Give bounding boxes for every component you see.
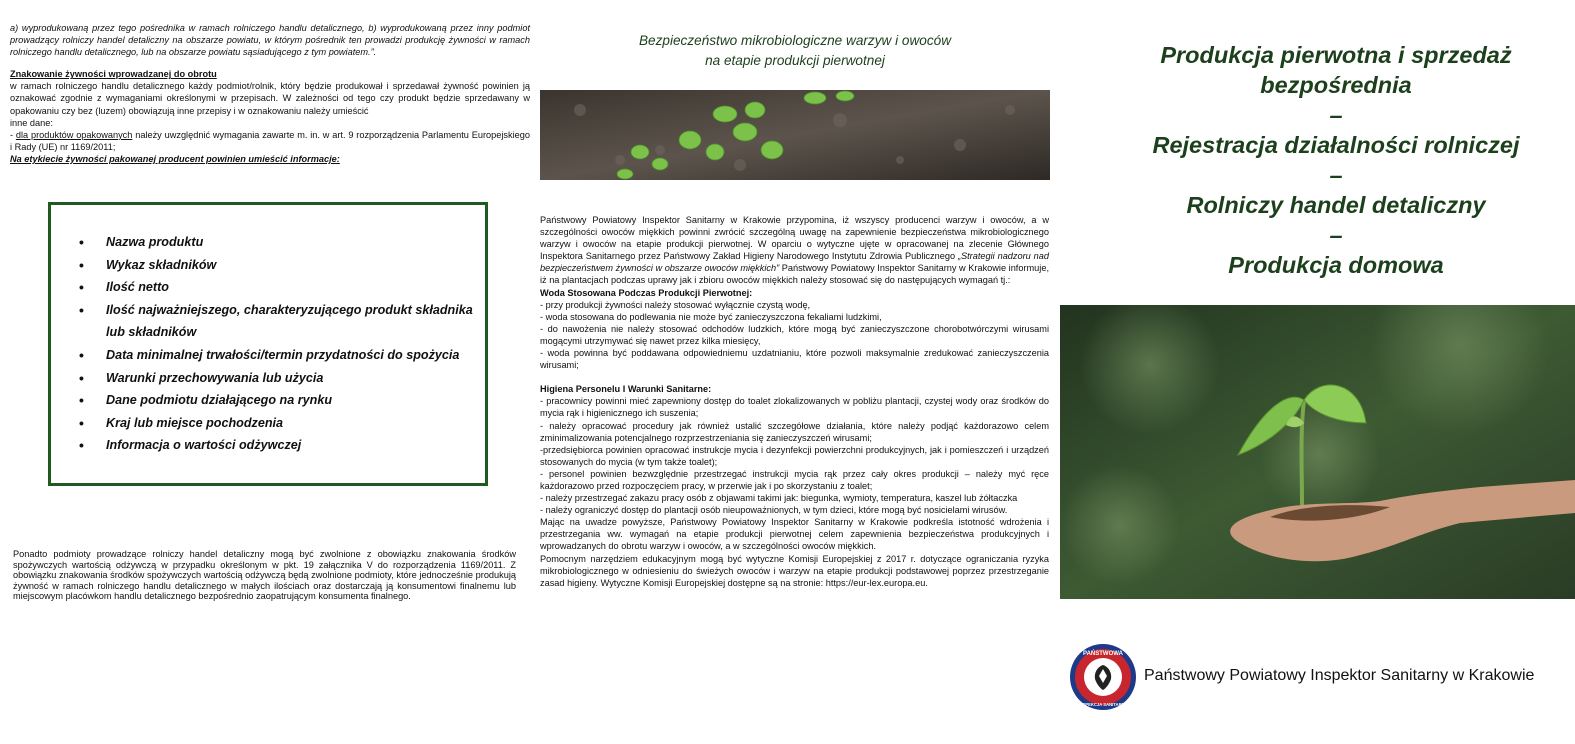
footer-branding: [1066, 643, 1575, 713]
svg-text:PAŃSTWOWA: PAŃSTWOWA: [1083, 651, 1123, 657]
intro-text-b: Państwowy Powiatowy Inspektor Sanitarny w Krakowie informuje, iż na plantacjach podczas uprawy jak i zbioru owoców miękkich należy stosować się do następujących wymagań tj.:: [540, 263, 1049, 286]
column-middle-title: [540, 31, 1050, 71]
water-list: [540, 299, 1049, 372]
seedling-in-hand-photo: [1060, 305, 1575, 599]
exemption-paragraph: Ponadto podmioty prowadzące rolniczy handel detaliczny mogą być zwolnione z obowiązku znakowania środków spożywczych wartością odżywczą w przypadku określonym w pkt. 19 załącznika V do rozporządzenia 1169/2011. Z obowiązku znakowania środków spożywczych wartością odżywczą będą zwolnione podmioty, które jednocześnie produkują żywność w ramach rolniczego handlu detalicznego w małych ilościach oraz dostarczają ją konsumentowi finalnemu lub miejscowym placówkom handlu detalicznego bezpośrednio zaopatrującym konsumenta finalnego.: [13, 549, 516, 602]
hygiene-requirement: -przedsiębiorca powinien opracować instrukcje mycia i dezynfekcji powierzchni produkcyjnych, jak i pomieszczeń i urządzeń stosowanych do mycia (w tym także toalet);: [540, 444, 1049, 467]
label-info-item: • Ilość najważniejszego, charakteryzującego produkt składnika lub składników: [79, 299, 479, 344]
title-line: Produkcja domowa: [1228, 252, 1444, 278]
title-line: –: [1329, 162, 1343, 188]
hygiene-heading: Higiena Personelu I Warunki Sanitarne:: [540, 384, 712, 395]
label-info-item: • Dane podmiotu działającego na rynku: [79, 389, 479, 412]
label-info-item: • Kraj lub miejsce pochodzenia: [79, 412, 479, 435]
inspection-logo: [1066, 643, 1140, 713]
label-info-list: [79, 231, 479, 457]
closing-paragraph: Mając na uwadze powyższe, Państwowy Powiatowy Inspektor Sanitarny w Krakowie podkreśla istotność wdrożenia i przestrzegania ww. wymagań na etapie produkcji pierwotnej celem zapewnienia bezpieczeństwa produkcyjnych i wprowadzanych do obrotu warzyw i owoców, a w szczególności owoców miękkich.: [540, 517, 1049, 552]
title-line: bezpośrednia: [1260, 72, 1412, 98]
title-line: –: [1329, 222, 1343, 248]
water-requirement: - woda powinna być poddawana odpowiedniemu uzdatnianiu, które pozwoli maksymalnie zredukować zanieczyszczenia wirusami;: [540, 348, 1049, 371]
packaged-products-text: należy uwzględnić wymagania zawarte m. in. w art. 9 rozporządzenia Parlamentu Europejskiego i Rady (UE) nr 1169/2011;: [10, 129, 530, 152]
packaged-products-link[interactable]: dla produktów opakowanych: [15, 129, 133, 140]
dash: -: [10, 129, 16, 140]
middle-title-line-2: na etapie produkcji pierwotnej: [705, 53, 885, 68]
svg-text:INSPEKCJA SANITARNA: INSPEKCJA SANITARNA: [1078, 702, 1128, 707]
intro-paragraph: a) wyprodukowaną przez tego pośrednika w ramach rolniczego handlu detalicznego, b) wyprodukowaną przez inny podmiot prowadzący rolniczy handel detaliczny na obszarze powiatu, w którym pośrednik ten prowadzi produkcję żywności w ramach rolniczego handlu detalicznego, lub na obszarze powiatu sąsiadującego z tym powiatem.”.: [10, 23, 530, 58]
label-info-box: [48, 202, 488, 486]
hygiene-requirement: - pracownicy powinni mieć zapewniony dostęp do toalet zlokalizowanych w pobliżu plantacji, czystej wody oraz środków do mycia rąk i higienicznego ich suszenia;: [540, 396, 1049, 419]
label-info-item: • Informacja o wartości odżywczej: [79, 434, 479, 457]
labeling-heading: Znakowanie żywności wprowadzanej do obrotu: [10, 69, 217, 80]
label-info-item: • Ilość netto: [79, 276, 479, 299]
water-requirement: - przy produkcji żywności należy stosować wyłącznie czystą wodę,: [540, 299, 811, 310]
title-line: Rolniczy handel detaliczny: [1186, 192, 1486, 218]
hygiene-requirement: - personel powinien bezwzględnie przestrzegać instrukcji mycia rąk przez cały okres produkcji – należy myć ręce każdorazowo przed rozpoczęciem pracy, w przerwie jak i po skorzystaniu z toalet;: [540, 468, 1049, 491]
water-heading: Woda Stosowana Podczas Produkcji Pierwotnej:: [540, 287, 753, 298]
leaflet-title: [1118, 40, 1554, 280]
hygiene-requirement: - należy ograniczyć dostęp do plantacji osób nieupoważnionych, w tym dzieci, które mogą być nosicielami wirusów.: [540, 505, 1008, 516]
sprouts-photo: [540, 90, 1050, 180]
leaflet-title-lines: [1118, 40, 1554, 280]
label-info-item: • Warunki przechowywania lub użycia: [79, 367, 479, 390]
strategy-title: „Strategii nadzoru nad bezpieczeństwem żywności w obszarze owoców miękkich”: [540, 251, 1049, 274]
hygiene-requirement: - należy opracować procedury jak również ustalić szczegółowe działania, które należy podjąć każdorazowo celem zminimalizowania potencjalnego rozprzestrzeniania się zanieczyszczeń wirusami;: [540, 420, 1049, 443]
water-requirement: - woda stosowana do podlewania nie może być zanieczyszczona fekaliami ludzkimi,: [540, 311, 882, 322]
label-info-item: • Wykaz składników: [79, 254, 479, 277]
intro-text-a: Państwowy Powiatowy Inspektor Sanitarny w Krakowie przypomina, iż wszyscy producenci warzyw i owoców, a w szczególności owoców miękkich powinni zwrócić szczególną uwagę na zapewnienie bezpieczeństwa mikrobiologicznego warzyw i owoców na etapie produkcji pierwotnej. W oparciu o wytyczne ujęte w opracowanej na zlecenie Głównego Inspektora Sanitarnego przez Państwowy Zakład Higieny Narodowego Instytutu Zdrowia Publicznego: [540, 215, 1049, 262]
label-info-item: • Data minimalnej trwałości/termin przydatności do spożycia: [79, 344, 479, 367]
column-left: [10, 22, 530, 165]
title-line: Rejestracja działalności rolniczej: [1152, 132, 1520, 158]
column-middle-body: [540, 214, 1049, 589]
hygiene-list: [540, 395, 1049, 516]
label-info-item: • Nazwa produktu: [79, 231, 479, 254]
title-line: –: [1329, 102, 1343, 128]
inspector-name: Państwowy Powiatowy Inspektor Sanitarny w Krakowie: [1144, 667, 1535, 684]
other-data-label: inne dane:: [10, 117, 53, 128]
middle-title-line-1: Bezpieczeństwo mikrobiologiczne warzyw i owoców: [638, 33, 952, 48]
middle-intro: [540, 214, 1049, 287]
packaged-products-note: [10, 129, 530, 153]
hygiene-requirement: - należy przestrzegać zakazu pracy osób z objawami takimi jak: biegunka, wymioty, temperatura, kaszel lub żółtaczka: [540, 493, 1018, 504]
label-info-heading: Na etykiecie żywności pakowanej producent powinien umieścić informacje:: [10, 153, 340, 164]
title-line: Produkcja pierwotna i sprzedaż: [1160, 42, 1512, 68]
tools-paragraph: Pomocnym narzędziem edukacyjnym mogą być wytyczne Komisji Europejskiej z 2017 r. dotyczące ograniczania ryzyka mikrobiologicznego w odniesieniu do świeżych owoców i warzyw na etapie produkcji podstawowej poprzez przestrzeganie zasad higieny. Wytyczne Komisji Europejskiej dostępne są na stronie: https://eur-lex.europa.eu.: [540, 553, 1049, 588]
labeling-body: w ramach rolniczego handlu detalicznego każdy podmiot/rolnik, który będzie produkował i sprzedawał żywność powinien ją oznakować zgodnie z wymaganiami określonymi w przepisach. W zależności od tego czy produkt będzie sprzedawany w opakowaniu czy bez (luzem) obowiązują inne przepisy i w oznakowaniu należy umieścić: [10, 81, 530, 116]
water-requirement: - do nawożenia nie należy stosować odchodów ludzkich, które mogą być zanieczyszczone chorobotwórczymi wirusami mogącymi utrzymywać się nawet przez kilka miesięcy,: [540, 323, 1049, 346]
